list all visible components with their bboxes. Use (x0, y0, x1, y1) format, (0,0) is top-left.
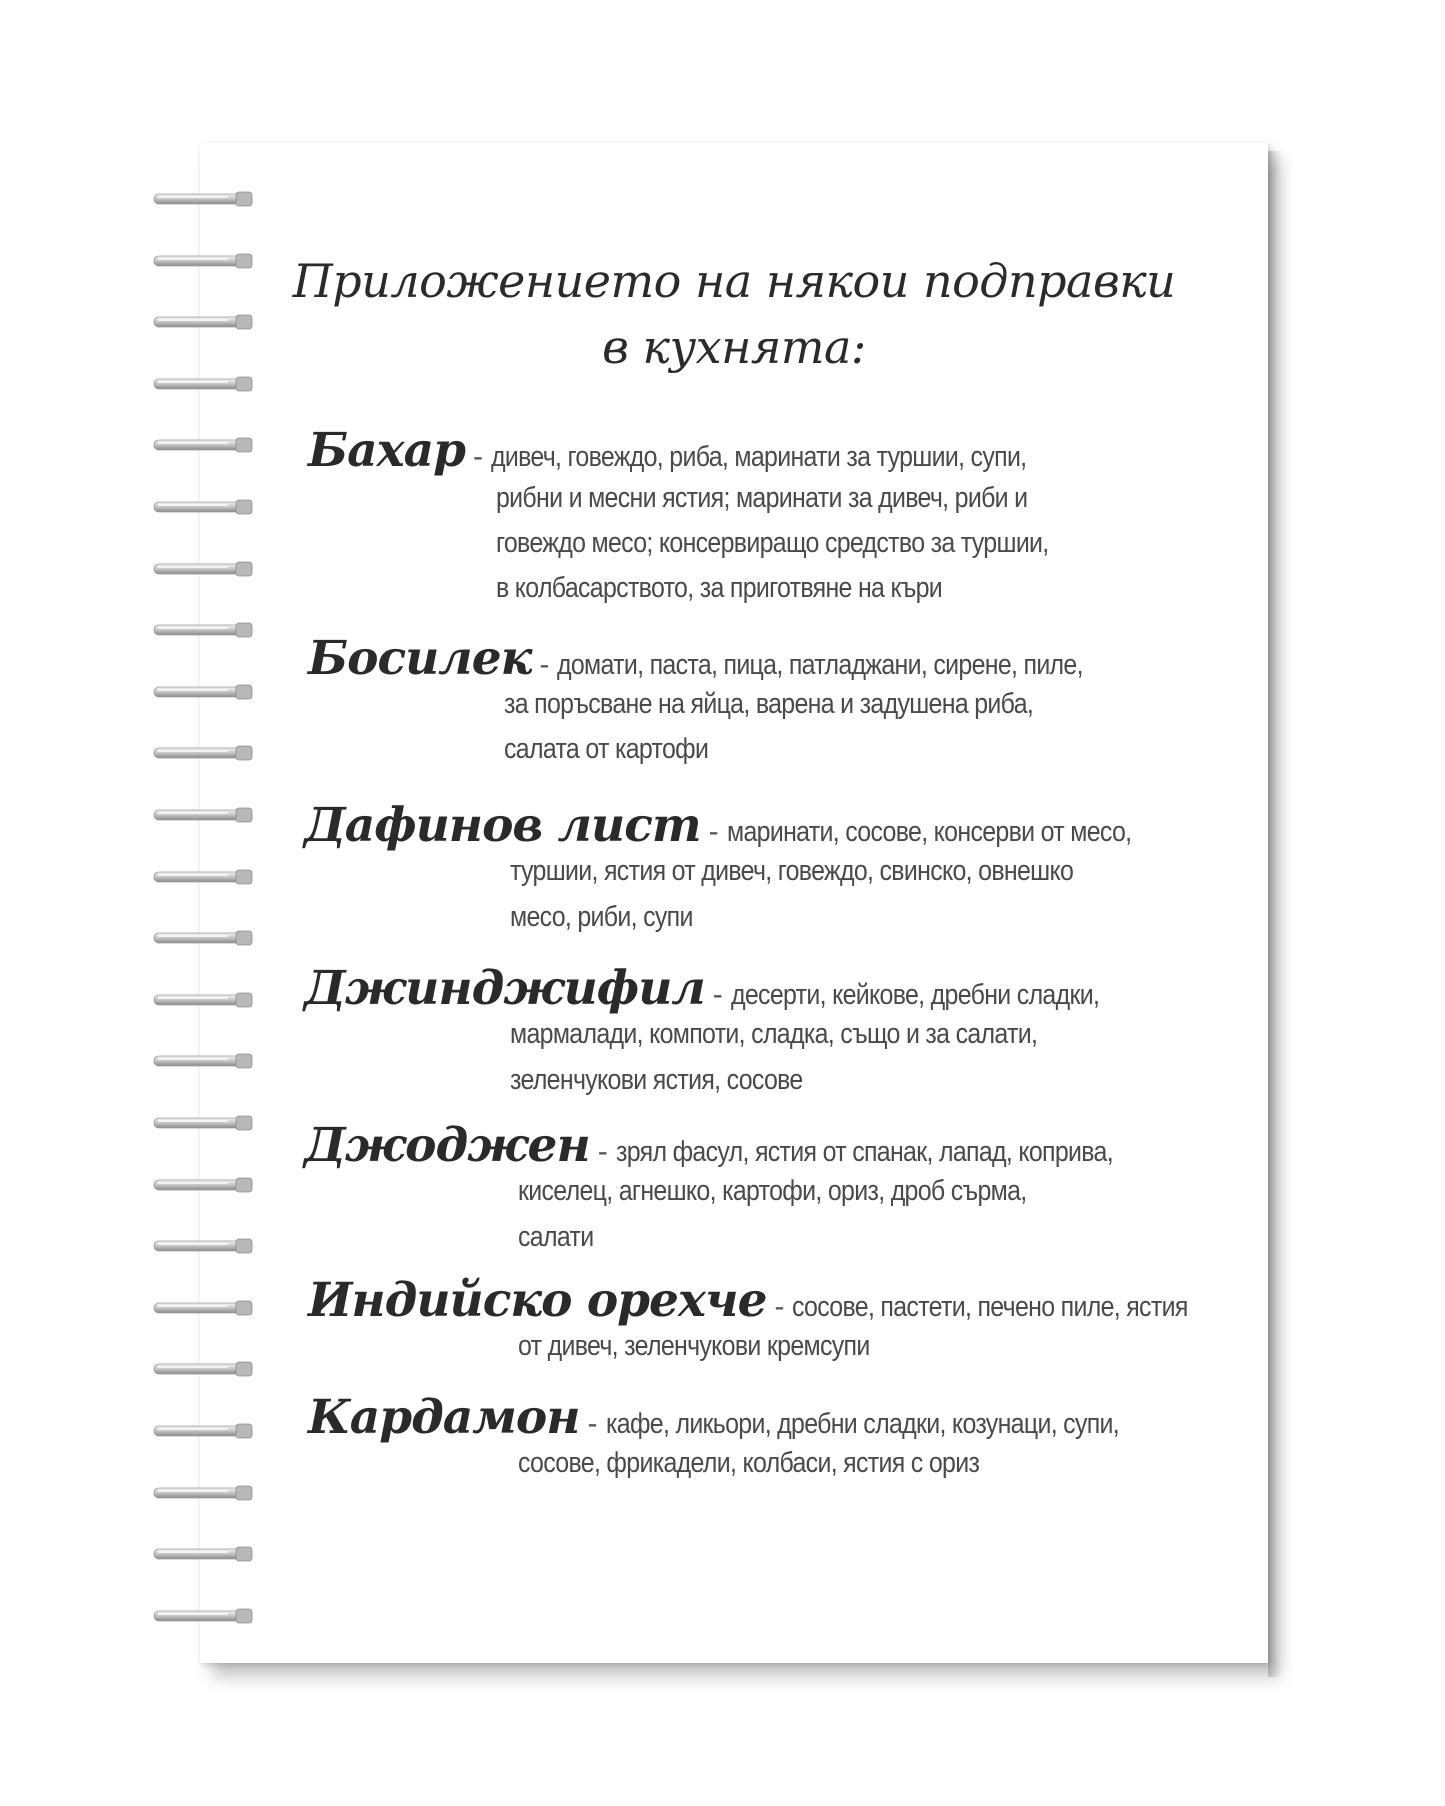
spiral-coil (152, 498, 254, 516)
spiral-coil (152, 744, 254, 762)
spice-name: Дафинов лист (304, 798, 701, 853)
spice-usage-line: домати, паста, пица, патладжани, сирене, пиле, (557, 649, 1084, 681)
spice-usage-line: говеждо месо; консервиращо средство за туршии, (496, 527, 1049, 559)
spiral-coil (152, 560, 254, 578)
spiral-coil (152, 683, 254, 701)
separator-dash: - (597, 1135, 608, 1168)
spiral-coil (152, 1360, 254, 1378)
spiral-coil (152, 252, 254, 270)
spice-usage-line: салата от картофи (504, 733, 709, 765)
spiral-coil (152, 1299, 254, 1317)
spiral-coil (152, 313, 254, 331)
spiral-coil (152, 190, 254, 208)
spice-usage-line: от дивеч, зеленчукови кремсупи (518, 1330, 870, 1362)
separator-dash: - (774, 1290, 785, 1323)
spice-usage-line: маринати, сосове, консерви от месо, (726, 816, 1131, 848)
notebook-page (200, 143, 1268, 1663)
spice-usage-line: десерти, кейкове, дребни сладки, (730, 979, 1099, 1011)
spiral-binding (152, 190, 262, 1640)
separator-dash: - (472, 440, 483, 473)
spice-usage-line: зеленчукови ястия, сосове (510, 1064, 803, 1096)
spice-usage-line: в колбасарството, за приготвяне на къри (496, 572, 943, 604)
spice-usage-line: сосове, пастети, печено пиле, ястия (792, 1291, 1189, 1323)
spice-name: Джинджифил (304, 961, 705, 1016)
spice-name: Кардамон (308, 1390, 580, 1445)
spice-usage-line: зрял фасул, ястия от спанак, лапад, коприва, (615, 1136, 1113, 1168)
spice-usage-line: мармалади, компоти, сладка, също и за салати, (510, 1018, 1038, 1050)
spice-usage-line: салати (518, 1221, 594, 1253)
spiral-coil (152, 1545, 254, 1563)
spiral-coil (152, 1607, 254, 1625)
spice-name: Джоджен (304, 1118, 590, 1173)
separator-dash: - (712, 978, 723, 1011)
spiral-coil (152, 1176, 254, 1194)
spiral-coil (152, 1422, 254, 1440)
spice-usage-line: за поръсване на яйца, варена и задушена риба, (504, 688, 1034, 720)
separator-dash: - (708, 815, 719, 848)
spice-name: Индийско орехче (308, 1273, 767, 1328)
spiral-coil (152, 621, 254, 639)
spiral-coil (152, 1237, 254, 1255)
spice-usage-line: туршии, ястия от дивеч, говеждо, свинско, овнешко (510, 855, 1074, 887)
spiral-coil (152, 436, 254, 454)
spice-usage-line: киселец, агнешко, картофи, ориз, дроб сърма, (518, 1175, 1027, 1207)
spice-list (200, 143, 1268, 1663)
title-line-1: Приложението на някои подправки (292, 254, 1176, 308)
spiral-coil (152, 929, 254, 947)
spice-usage-line: дивеч, говеждо, риба, маринати за туршии, супи, (490, 441, 1027, 473)
spiral-coil (152, 1484, 254, 1502)
separator-dash: - (539, 648, 550, 681)
spiral-coil (152, 375, 254, 393)
spiral-coil (152, 991, 254, 1009)
spiral-coil (152, 806, 254, 824)
spice-usage-line: сосове, фрикадели, колбаси, ястия с ориз (518, 1447, 980, 1479)
spice-usage-line: месо, риби, супи (510, 901, 693, 933)
spice-usage-line: рибни и месни ястия; маринати за дивеч, риби и (496, 482, 1028, 514)
spice-name: Бахар (308, 423, 465, 478)
separator-dash: - (587, 1407, 598, 1440)
title-line-2: в кухнята: (602, 320, 866, 374)
spiral-coil (152, 1114, 254, 1132)
spice-usage-line: кафе, ликьори, дребни сладки, козунаци, супи, (605, 1408, 1119, 1440)
spice-name: Босилек (308, 631, 532, 686)
spiral-coil (152, 1052, 254, 1070)
spiral-coil (152, 868, 254, 886)
